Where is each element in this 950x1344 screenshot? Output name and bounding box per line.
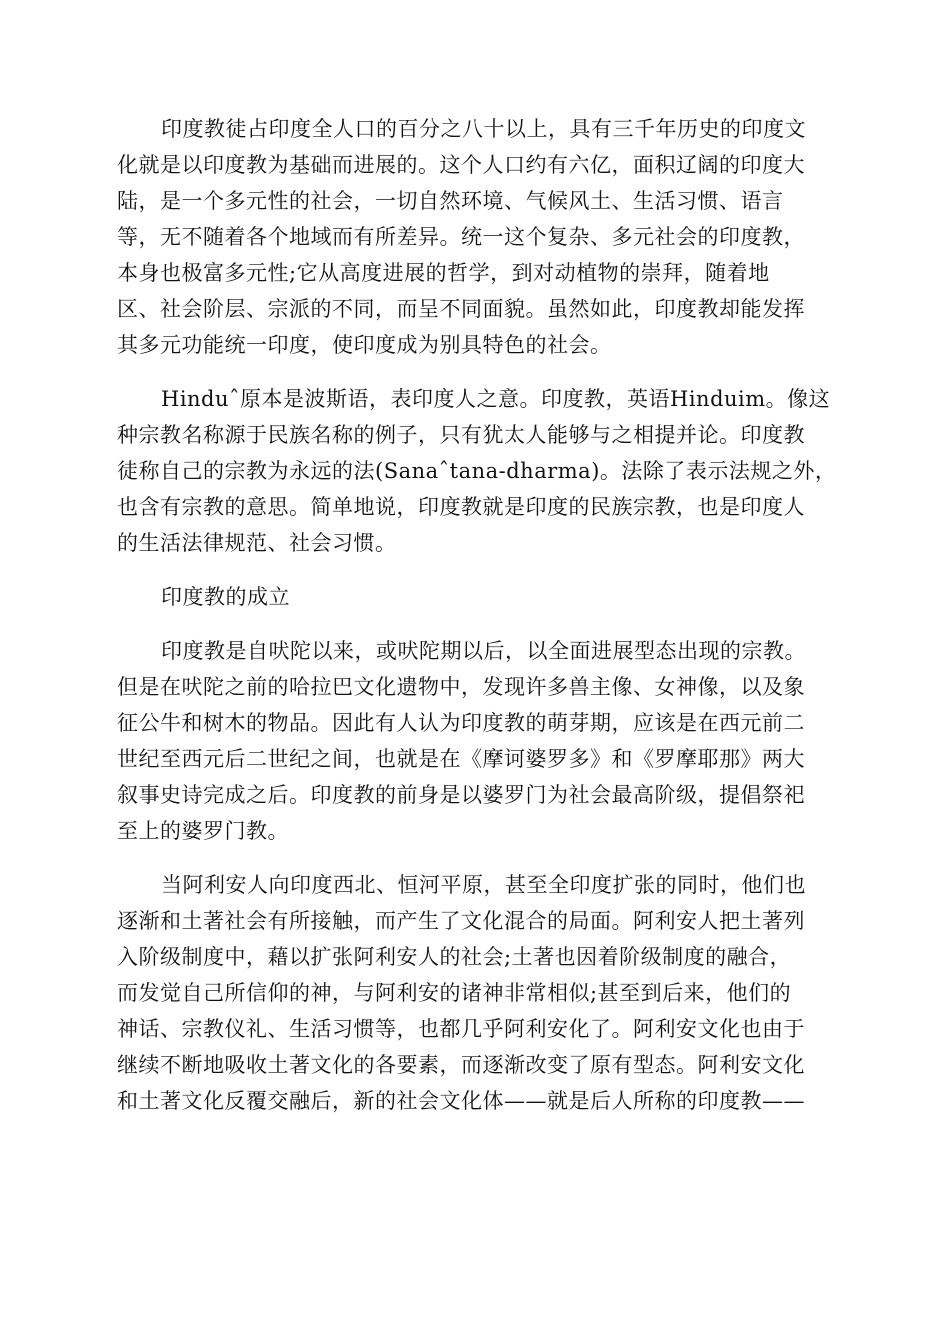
text-line: 种宗教名称源于民族名称的例子，只有犹太人能够与之相提并论。印度教 xyxy=(117,423,805,447)
text-line: 徒称自己的宗教为永远的法(Sanaˆtana-dharma)。法除了表示法规之外， xyxy=(117,459,837,483)
text-line: 神话、宗教仪礼、生活习惯等，也都几乎阿利安化了。阿利安文化也由于 xyxy=(117,1017,805,1041)
text-line: 征公牛和树木的物品。因此有人认为印度教的萌芽期，应该是在西元前二 xyxy=(117,711,805,735)
paragraph-hinduism-origin xyxy=(117,633,833,849)
text-line: 印度教徒占印度全人口的百分之八十以上，具有三千年历史的印度文 xyxy=(161,117,806,141)
text-line: Hinduˆ原本是波斯语，表印度人之意。印度教，英语Hinduim。像这 xyxy=(161,387,831,411)
text-line: 也含有宗教的意思。简单地说，印度教就是印度的民族宗教，也是印度人 xyxy=(117,495,805,519)
paragraph-aryan-fusion xyxy=(117,867,833,1119)
text-line: 至上的婆罗门教。 xyxy=(117,819,289,843)
text-line: 而发觉自己所信仰的神，与阿利安的诸神非常相似;甚至到后来，他们的 xyxy=(117,981,792,1005)
text-line: 世纪至西元后二世纪之间，也就是在《摩诃婆罗多》和《罗摩耶那》两大 xyxy=(117,747,805,771)
text-line: 区、社会阶层、宗派的不同，而呈不同面貌。虽然如此，印度教却能发挥 xyxy=(117,297,805,321)
document-body xyxy=(117,111,837,1137)
text-line: 和土著文化反覆交融后，新的社会文化体——就是后人所称的印度教—— xyxy=(117,1089,805,1113)
text-line: 化就是以印度教为基础而进展的。这个人口约有六亿，面积辽阔的印度大 xyxy=(117,153,805,177)
text-line: 等，无不随着各个地域而有所差异。统一这个复杂、多元社会的印度教， xyxy=(117,225,805,249)
section-heading: 印度教的成立 xyxy=(161,585,290,609)
text-line: 但是在吠陀之前的哈拉巴文化遗物中，发现许多兽主像、女神像，以及象 xyxy=(117,675,805,699)
text-line: 叙事史诗完成之后。印度教的前身是以婆罗门为社会最高阶级，提倡祭祀 xyxy=(117,783,805,807)
text-line: 入阶级制度中，藉以扩张阿利安人的社会;土著也因着阶级制度的融合， xyxy=(117,945,792,969)
paragraph-hinduism-overview xyxy=(117,111,833,363)
text-line: 的生活法律规范、社会习惯。 xyxy=(117,531,397,555)
text-line: 其多元功能统一印度，使印度成为别具特色的社会。 xyxy=(117,333,612,357)
paragraph-hindu-etymology xyxy=(117,381,837,561)
text-line: 陆，是一个多元性的社会，一切自然环境、气候风土、生活习惯、语言 xyxy=(117,189,784,213)
text-line: 逐渐和土著社会有所接触，而产生了文化混合的局面。阿利安人把土著列 xyxy=(117,909,805,933)
text-line: 继续不断地吸收土著文化的各要素，而逐渐改变了原有型态。阿利安文化 xyxy=(117,1053,805,1077)
text-line: 印度教是自吠陀以来，或吠陀期以后，以全面进展型态出现的宗教。 xyxy=(161,639,806,663)
text-line: 当阿利安人向印度西北、恒河平原，甚至全印度扩张的同时，他们也 xyxy=(161,873,806,897)
text-line: 本身也极富多元性;它从高度进展的哲学，到对动植物的崇拜，随着地 xyxy=(117,261,770,285)
